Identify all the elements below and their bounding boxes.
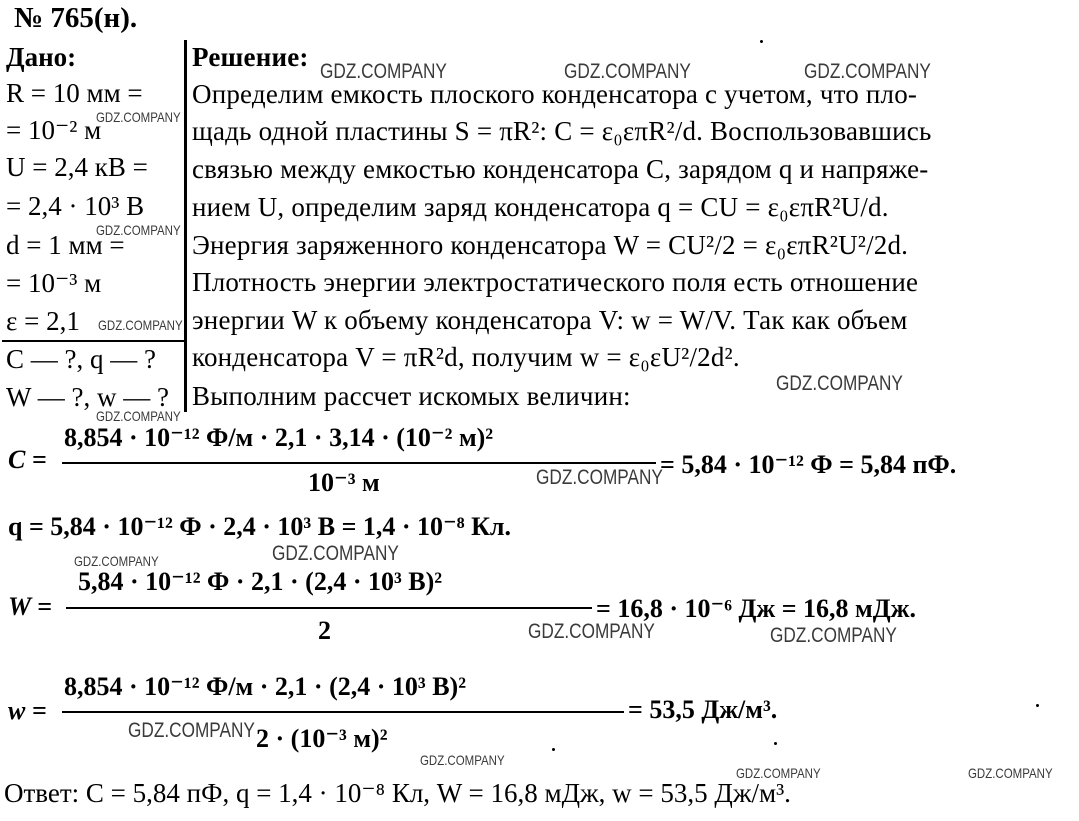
- unknowns-line: W — ?, w — ?: [6, 382, 169, 412]
- watermark: GDZ.COMPANY: [98, 317, 183, 333]
- watermark: GDZ.COMPANY: [96, 109, 181, 125]
- given-line: ε = 2,1: [6, 306, 80, 336]
- calc-w-numerator: 5,84 · 10⁻¹² Ф · 2,1 · (2,4 · 10³ В)²: [78, 567, 443, 596]
- watermark: GDZ.COMPANY: [96, 408, 181, 424]
- given-line: = 10⁻³ м: [6, 268, 102, 298]
- speck: [1036, 704, 1039, 707]
- solution-line: конденсатора V = πR²d, получим w = ε₀εU²/2d².: [192, 342, 740, 372]
- calc-w-lhs: W =: [8, 592, 52, 621]
- solution-header: Решение:: [192, 42, 309, 72]
- calc-q-line: q = 5,84 · 10⁻¹² Ф · 2,4 · 10³ В = 1,4 · 10⁻⁸ Кл.: [8, 512, 512, 541]
- given-line: R = 10 мм =: [6, 78, 143, 108]
- solution-line: Определим емкость плоского конденсатора с учетом, что пло-: [192, 79, 918, 109]
- given-line: = 2,4 · 10³ В: [6, 191, 145, 221]
- given-line: = 10⁻² м: [6, 115, 102, 145]
- calc-c-numerator: 8,854 · 10⁻¹² Ф/м · 2,1 · 3,14 · (10⁻² м)²: [64, 423, 494, 452]
- calc-density-numerator: 8,854 · 10⁻¹² Ф/м · 2,1 · (2,4 · 10³ В)²: [64, 672, 467, 701]
- solution-line: Выполним рассчет искомых величин:: [192, 381, 631, 411]
- given-line: U = 2,4 кВ =: [6, 152, 148, 182]
- watermark: GDZ.COMPANY: [420, 752, 505, 768]
- calc-w-denominator: 2: [318, 616, 331, 645]
- calc-c-denominator: 10⁻³ м: [308, 468, 380, 497]
- speck: [774, 742, 777, 745]
- watermark: GDZ.COMPANY: [736, 765, 821, 781]
- watermark: GDZ.COMPANY: [536, 466, 663, 489]
- watermark: GDZ.COMPANY: [804, 60, 931, 83]
- watermark: GDZ.COMPANY: [128, 719, 255, 742]
- watermark: GDZ.COMPANY: [96, 222, 181, 238]
- solution-line: связью между емкостью конденсатора C, зарядом q и напряже-: [192, 154, 929, 184]
- solution-line: нием U, определим заряд конденсатора q = CU = ε₀επR²U/d.: [192, 192, 889, 222]
- solution-line: энергии W к объему конденсатора V: w = W/V. Так как объем: [192, 305, 908, 335]
- solution-line: Плотность энергии электростатического поля есть отношение: [192, 267, 919, 297]
- watermark: GDZ.COMPANY: [776, 372, 903, 395]
- watermark: GDZ.COMPANY: [968, 765, 1053, 781]
- watermark: GDZ.COMPANY: [528, 620, 655, 643]
- speck: [552, 748, 555, 751]
- given-solution-separator: [184, 40, 187, 412]
- watermark: GDZ.COMPANY: [272, 542, 399, 565]
- calc-density-denominator: 2 · (10⁻³ м)²: [256, 724, 388, 753]
- calc-density-lhs: w =: [8, 696, 47, 725]
- given-line: d = 1 мм =: [6, 230, 125, 260]
- watermark: GDZ.COMPANY: [564, 60, 691, 83]
- answer-line: Ответ: C = 5,84 пФ, q = 1,4 · 10⁻⁸ Кл, W = 16,8 мДж, w = 53,5 Дж/м³.: [4, 778, 791, 808]
- speck: [760, 40, 763, 43]
- calc-c-result: = 5,84 · 10⁻¹² Ф = 5,84 пФ.: [660, 450, 957, 479]
- given-divider: [2, 340, 185, 342]
- calc-w-result: = 16,8 · 10⁻⁶ Дж = 16,8 мДж.: [596, 594, 917, 623]
- calc-density-result: = 53,5 Дж/м³.: [628, 695, 778, 724]
- problem-number: № 765(н).: [14, 2, 138, 34]
- calc-density-fraction-bar: [62, 711, 624, 713]
- unknowns-line: C — ?, q — ?: [6, 344, 156, 374]
- watermark: GDZ.COMPANY: [770, 624, 897, 647]
- watermark: GDZ.COMPANY: [320, 60, 447, 83]
- solution-line: Энергия заряженного конденсатора W = CU²/2 = ε₀επR²U²/2d.: [192, 230, 909, 260]
- watermark: GDZ.COMPANY: [74, 553, 159, 569]
- calc-w-fraction-bar: [66, 607, 592, 609]
- solution-line: щадь одной пластины S = πR²: C = ε₀επR²/d. Воспользовавшись: [192, 116, 932, 146]
- given-header: Дано:: [6, 42, 77, 72]
- calc-c-lhs: C =: [8, 445, 47, 474]
- calc-c-fraction-bar: [62, 462, 656, 464]
